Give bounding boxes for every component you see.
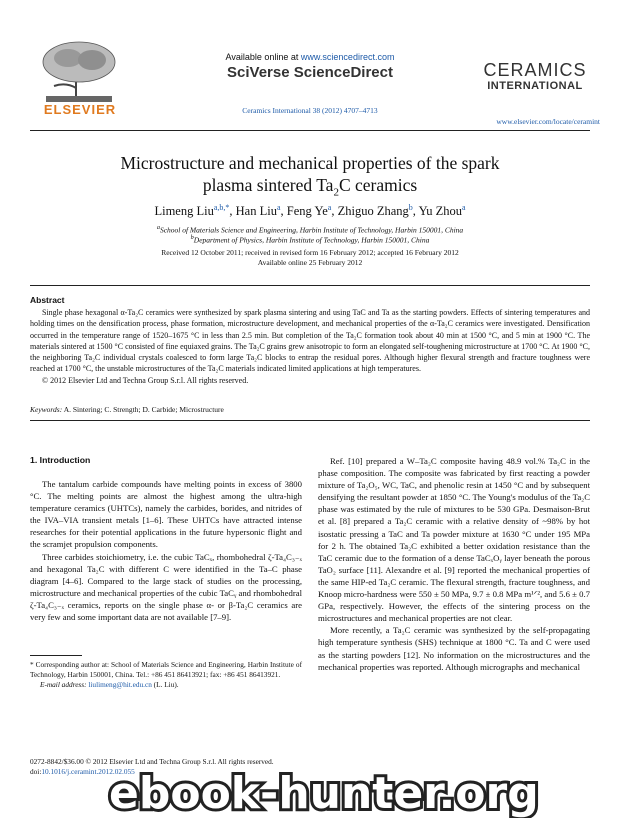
journal-homepage-link[interactable]: www.elsevier.com/locate/ceramint — [496, 117, 600, 126]
footer-issn: 0272-8842/$36.00 © 2012 Elsevier Ltd and Techna Group S.r.l. All rights reserved. — [30, 757, 274, 766]
paragraph: More recently, a Ta₂C ceramic was synthesized by the self-propagating high temperature synthesis (SHS) technique at 1800 °C. Ta and C were used as the starting powders [12]. No information on the microstructures and the mechanical properties was reported. Although micrographs and mechanical — [318, 625, 590, 672]
email-label: E-mail address: — [40, 680, 87, 689]
abstract-heading: Abstract — [30, 295, 65, 305]
paragraph: Three carbides stoichiometry, i.e. the cubic TaCₓ, rhombohedral ζ-Ta₄C₃₋ₓ and hexagonal Ta₂C with different C were identified in the Ta–C phase diagram [4–6]. Compared to the large stack of studies on the processing, microstructure and mechanical properties of the cubic TaCᵧ and rhombohedral ζ-Ta₄C₃₋ₓ ceramics, reports on the single phase α- or β-Ta₂C ceramics are very few and some important data are not available [7–9]. — [30, 551, 302, 623]
footnote-text: * Corresponding author at: School of Materials Science and Engineering, Harbin Institute of Technology, Harbin 150001, China. Tel.: +86 451 86413921; fax: +86 451 86413921. — [30, 660, 302, 679]
author[interactable]: Feng Ye$^a$ — [286, 203, 332, 219]
doi-label: doi: — [30, 767, 42, 776]
corresponding-author-footnote — [30, 660, 302, 690]
column-right — [318, 455, 590, 673]
title-line-2-pre: plasma sintered Ta — [202, 175, 334, 195]
journal-logo-line2: INTERNATIONAL — [487, 80, 583, 92]
affiliation: $^a$School of Materials Science and Engineering, Harbin Institute of Technology, Harbin 150001, China — [156, 224, 464, 235]
sciencedirect-link[interactable]: www.sciencedirect.com — [300, 52, 395, 62]
title-line-1: Microstructure and mechanical properties of the spark — [120, 153, 500, 173]
author[interactable]: Limeng Liu$^{a,b,*}$ — [154, 203, 230, 219]
paragraph: Ref. [10] prepared a W–Ta₂C composite having 48.9 vol.% Ta₂C in the phase composition. The composite was fabricated by first reacting a powder mixture of Ta₂O₅, WC, TaC, and phenolic resin at 1450 °C and by subsequent densifying the resultant powder at 1850 °C. The Young's modulus of the Ta₂C phase was estimated by the rule of mixtures to be 530 GPa. Desmaison-Brut et al. [8] prepared a Ta₂C ceramic with a relative density of ~98% by hot isostatic pressing a TaC and Ta powder mixture at 1630 °C under 195 MPa for 2 h. The obtained Ta₂C exhibited a better oxidation resistance than the TaC ceramic due to the formation of a dense TaCₓOᵧ layer beneath the porous TaO₂ surface [11]. Alexandre et al. [9] reported the mechanical properties of the same HIP-ed Ta₂C ceramic. The flexural strength, fracture toughness, and Knoop micro-hardness were 550 ± 50 MPa, 9.7 ± 0.8 MPa m¹ᐟ², and 5.6 ± 0.7 GPa, respectively. However, the effects of the sintering process on the microstructures and mechanical properties are not clear. — [318, 456, 590, 624]
author[interactable]: Han Liu$^a$ — [235, 203, 281, 219]
author[interactable]: Yu Zhou$^a$ — [418, 203, 466, 219]
article-title — [60, 152, 560, 204]
affiliation: $^b$Department of Physics, Harbin Institute of Technology, Harbin 150001, China — [190, 234, 430, 245]
abstract-divider-top — [30, 285, 590, 286]
email-link[interactable]: liulimeng@hit.edu.cn — [88, 680, 152, 689]
section-heading: 1. Introduction — [30, 455, 91, 465]
received-dates: Received 12 October 2011; received in revised form 16 February 2012; accepted 16 February 2012 — [161, 248, 459, 257]
publisher-logo-text: ELSEVIER — [43, 102, 117, 117]
keywords — [30, 405, 590, 414]
watermark-logo — [105, 766, 620, 818]
title-line-2-post: C ceramics — [338, 175, 418, 195]
title-line-2 — [60, 174, 560, 204]
column-left — [30, 478, 302, 623]
abstract-text — [30, 307, 590, 386]
footnote-divider — [30, 655, 82, 656]
doi-link[interactable]: 10.1016/j.ceramint.2012.02.055 — [41, 767, 135, 776]
email-suffix: (L. Liu). — [153, 680, 179, 689]
online-date: Available online 25 February 2012 — [257, 258, 363, 267]
paragraph: The tantalum carbide compounds have melting points in excess of 3800 °C. The melting points are almost the highest among the ultra-high temperature ceramics (UHTCs), namely the carbides, borides, and nitrides of the IVA–VIA transient metals [1–6]. These UHTCs have attracted intense researches for their potential applications in the future hypersonic flight and the scramjet propulsion components. — [30, 479, 302, 550]
abstract-divider-bottom — [30, 420, 590, 421]
watermark-text: ebook-hunter.org — [109, 768, 539, 818]
header-divider — [30, 130, 590, 131]
title-subscript: 2 — [333, 186, 339, 199]
platform-logo: SciVerse ScienceDirect — [227, 64, 393, 81]
author[interactable]: Zhiguo Zhang$^b$ — [337, 203, 413, 219]
keywords-label: Keywords: — [30, 405, 63, 414]
keywords-list: A. Sintering; C. Strength; D. Carbide; Microstructure — [63, 405, 224, 414]
abstract-body: Single phase hexagonal α-Ta₂C ceramics were synthesized by spark plasma sintering and using TaC and Ta as the starting powders. Effects of sintering temperatures and holding times on the densification process, phase formation, microstructure development, and mechanical properties of the α-Ta₂C ceramics were investigated. Densification occurred in the temperature range of 1520–1675 °C in less than 2.5 min. But completion of the Ta₂C formation took about 40 min at 1500 °C, and 5 min at 1900 °C. The materials sintered at 1500 °C consisted of fine equiaxed grains. The Ta₂C grains grew anisotropic to form an elongated self-toughening microstructure at 1700 °C. At 1900 °C, the neighboring Ta₂C individual crystals coalesced to form large Ta₂C blocks to entrap the residual pores. Although higher flexural strength and fracture toughness were reached at 1700 °C, the unstable microstructures of the Ta₂C materials indicated limited applications at high temperatures. — [30, 308, 590, 374]
journal-logo-line1: CERAMICS — [483, 60, 587, 80]
copyright-notice: © 2012 Elsevier Ltd and Techna Group S.r.l. All rights reserved. — [42, 375, 249, 385]
author-list: Limeng Liu$^{a,b,*}$, Han Liu$^a$, Feng Ye$^a$, Zhiguo Zhang$^b$, Yu Zhou$^a$ — [154, 203, 466, 219]
availability-prefix: Available online at — [225, 52, 301, 62]
journal-reference-link[interactable]: Ceramics International 38 (2012) 4707–4713 — [242, 106, 378, 115]
